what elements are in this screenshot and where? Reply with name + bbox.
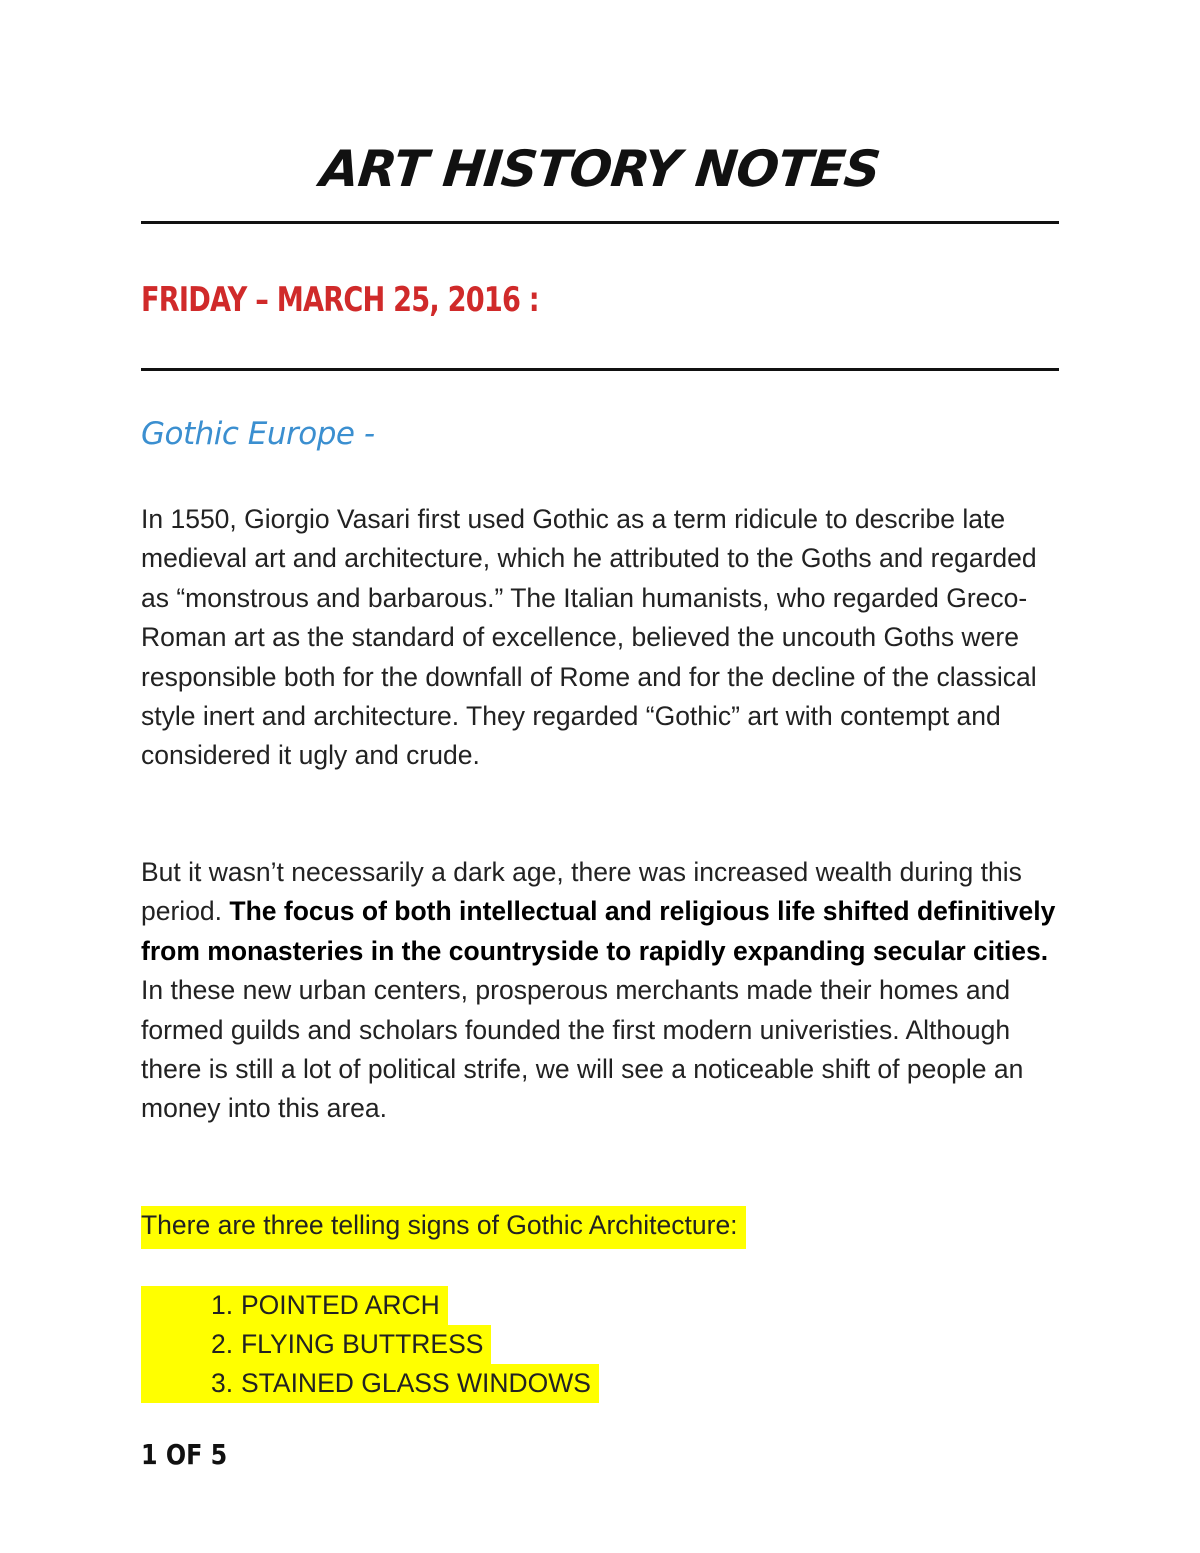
section-heading: Gothic Europe -	[141, 416, 375, 452]
list-item	[141, 1286, 448, 1325]
signs-list	[141, 1286, 599, 1403]
paragraph-wealth-rest: In these new urban centers, prosperous merchants made their homes and formed guilds and scholars founded the first modern univeristies. Although there is still a lot of political strife, we will see a noticeable shift of people an money into this area.	[141, 975, 1024, 1124]
list-item-number: 1.	[211, 1290, 234, 1320]
list-item-number: 3.	[211, 1368, 234, 1398]
document-title: ART HISTORY NOTES	[317, 140, 883, 198]
title-divider	[141, 221, 1059, 224]
date-heading: FRIDAY – MARCH 25, 2016 :	[141, 280, 539, 320]
paragraph-vasari: In 1550, Giorgio Vasari first used Gothic as a term ridicule to describe late medieval art and architecture, which he attributed to the Goths and regarded as “monstrous and barbarous.” The Italian humanists, who regarded Greco-Roman art as the standard of excellence, believed the uncouth Goths were responsible both for the downfall of Rome and for the decline of the classical style inert and architecture. They regarded “Gothic” art with contempt and considered it ugly and crude.	[141, 504, 1037, 771]
paragraph-wealth	[141, 853, 1071, 1129]
list-item-label: POINTED ARCH	[241, 1290, 440, 1320]
list-item-label: FLYING BUTTRESS	[241, 1329, 484, 1359]
list-item-label: STAINED GLASS WINDOWS	[241, 1368, 591, 1398]
signs-intro: There are three telling signs of Gothic Architecture:	[141, 1206, 746, 1249]
list-item	[141, 1364, 599, 1403]
list-item	[141, 1325, 491, 1364]
paragraph-wealth-bold: The focus of both intellectual and religious life shifted definitively from monasteries in the countryside to rapidly expanding secular cities.	[141, 896, 1056, 966]
date-divider	[141, 368, 1059, 371]
paragraph-wealth-intro: But it wasn’t necessarily a dark age, there was increased wealth during this period.	[141, 857, 1022, 927]
list-item-number: 2.	[211, 1329, 234, 1359]
page-number: 1 OF 5	[141, 1438, 228, 1471]
